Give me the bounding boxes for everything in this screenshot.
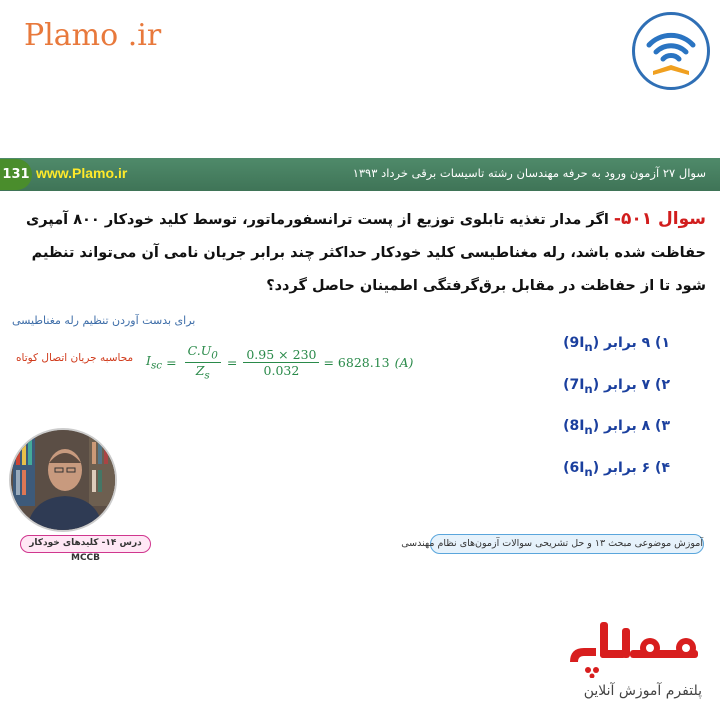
topic-badge: آموزش موضوعی مبحث ۱۳ و حل تشریحی سوالات آزمون‌های نظام مهندسی [430, 534, 704, 554]
option-4[interactable]: ۴) ۶ برابر $(6I_n)$ [563, 460, 670, 479]
brand-tagline: پلتفرم آموزش آنلاین [583, 683, 702, 699]
presenter-video-avatar[interactable] [9, 428, 117, 532]
option-1[interactable]: ۱) ۹ برابر $(9I_n)$ [563, 335, 670, 354]
site-url[interactable]: www.Plamo.ir [36, 165, 128, 181]
header-title: سوال ۲۷ آزمون ورود به حرفه مهندسان رشته تاسیسات برقی خرداد ۱۳۹۳ [352, 166, 706, 180]
question-block [16, 203, 706, 303]
note-relay-setting: برای بدست آوردن تنظیم رله مغناطیسی [12, 314, 196, 327]
wifi-book-logo-icon [632, 12, 710, 90]
formula-result: = 6828.13 [323, 354, 390, 370]
option-3[interactable]: ۳) ۸ برابر $(8I_n)$ [563, 418, 670, 437]
page-number-badge: 131 [0, 159, 32, 190]
question-text: اگر مدار تغذیه تابلوی توزیع از پست ترانسفورماتور، توسط کلید خودکار ۸۰۰ آمپری حفاظت شده باشد، رله مغناطیسی کلید خودکار حداکثر چند برابر جریان نامی آن می‌تواند تنظیم شود تا از حفاظت در مقابل برق‌گرفتگی اطمینان حاصل گردد؟ [25, 212, 706, 294]
lesson-badge: درس ۱۴- کلیدهای خودکار MCCB [20, 535, 151, 553]
plamo-brand-logo [566, 618, 706, 678]
question-number: سوال ۵۰۱- [613, 209, 706, 229]
formula-fraction-symbolic: $\frac{C.U_0}{Z_s}$ [185, 343, 221, 381]
note-short-circuit: محاسبه جریان اتصال کوتاه [16, 352, 134, 364]
formula-fraction-numeric: $\frac{0.95 \times 230}{0.032}$ [243, 347, 319, 378]
option-2[interactable]: ۲) ۷ برابر $(7I_n)$ [563, 377, 670, 396]
formula-lhs: $I_{sc}$ [146, 352, 163, 372]
watermark-logo-text: Plamo .ir [24, 18, 162, 53]
formula-unit: (A) [394, 354, 414, 370]
short-circuit-formula: $I_{sc}$ = $\frac{C.U_0}{Z_s}$ = $\frac{0.95 \times 230}{0.032}$ = 6828.13 (A) [146, 343, 414, 381]
